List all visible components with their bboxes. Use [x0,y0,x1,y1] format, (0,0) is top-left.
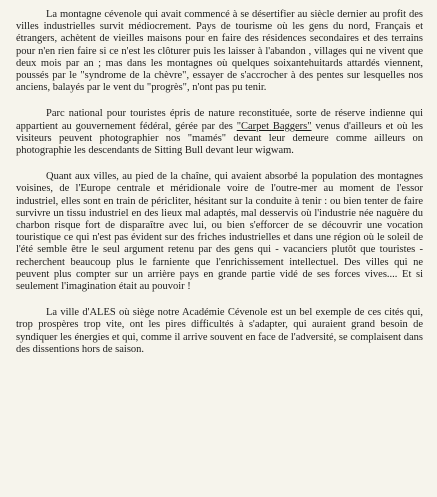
paragraph-text: La ville d'ALES où siège notre Académie Cévenole est un bel exemple de ces cités qui, trop prospères trop vite, ont les pires difficultés à s'adapter, qui auraient grand besoin de syndiquer les énergies et qui, comme il arrive souvent en face de l'adversité, se complaisent dans des dissentions hors de saison. [16,307,423,355]
paragraph-text: venus d'ailleurs et où les visiteurs peuvent photographier nos "mamés" devant leur demeure comme ailleurs on photographie les descendants de Sitting Bull devant leur wigwam. [16,120,423,157]
paragraph-towns [16,171,423,293]
paragraph-ales [16,307,423,356]
paragraph-text: Parc national pour touristes épris de nature reconstituée, sorte de réserve indienne qui appartient au gouvernement fédéral, gérée par des [16,108,423,132]
paragraph-national-park [16,108,423,157]
paragraph-text: Quant aux villes, au pied de la chaîne, qui avaient absorbé la population des montagnes voisines, de l'Europe centrale et méridionale voire de l'outre-mer au moment de l'essor industriel, elles sont en train de péricliter, hésitant sur la conduite à tenir : ou bien tenter de faire survivre un tissu industriel en des lieux mal adaptés, mal desservis où l'industrie née naguère du charbon risque fort de disparaître avec lui, ou bien s'efforcer de se découvrir une vocation touristique ce qui n'est pas évident sur des friches industrielles et dans une région où le soleil de l'été semble être le seul argument retenu par des gens qui - vacanciers plutôt que touristes - recherchent beaucoup plus le farniente que l'enrichissement intellectuel. Des villes qui ne peuvent plus compter sur un arrière pays en grande partie vidé de ses forces vives.... Et si seulement l'imagination était au pouvoir ! [16,171,423,293]
paragraph-mountain [16,9,423,94]
underlined-term: "Carpet Baggers" [236,120,312,132]
paragraph-text: La montagne cévenole qui avait commencé à se désertifier au siècle dernier au profit des villes industrielles survit médiocrement. Pays de tourisme où les gens du nord, Français et étrangers, achètent de vieilles maisons pour en faire des résidences secondaires et des terrains pour n'en rien faire si ce n'est les clôturer puis les laisser à l'abandon , villages qui ne vivent que deux mois par an ; mas dans les montagnes où quelques soixantehuitards attardés viennent, poussés par le "syndrome de la chèvre", essayer de s'accrocher à des pentes sur lesquelles nos anciens, balayés par le vent du "progrès", n'ont pas pu tenir. [16,9,423,94]
